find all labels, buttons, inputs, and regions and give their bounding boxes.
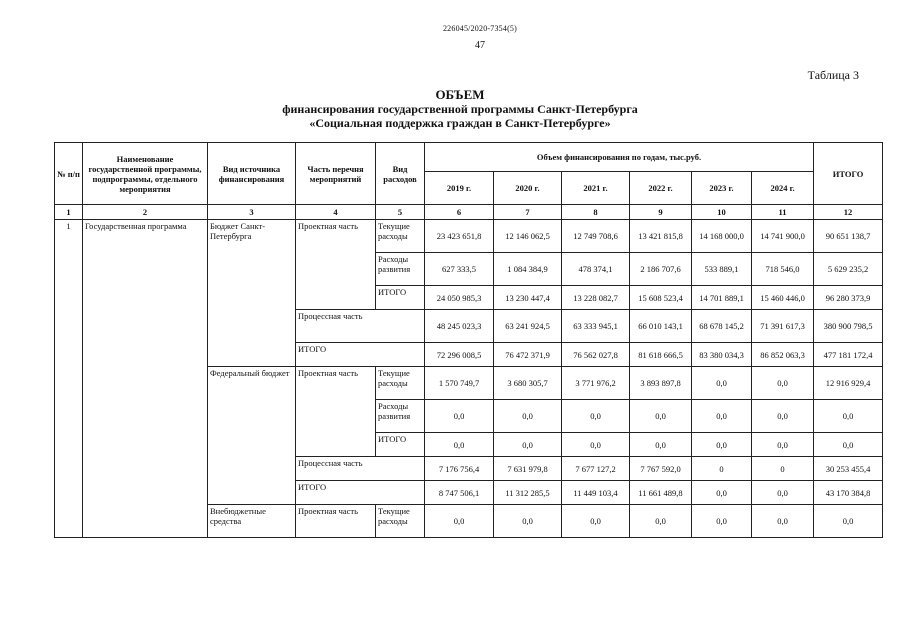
document-registration-number: 226045/2020-7354(5) [442,24,517,33]
table-label: Таблица 3 [807,68,859,82]
header-year: 2019 г. [425,172,494,205]
cell-value: 7 767 592,0 [630,457,692,481]
cell-value: 3 771 976,2 [562,367,630,400]
column-index: 12 [814,205,883,220]
header-expense: Вид расходов [376,143,425,205]
cell-total: 0,0 [814,400,883,433]
cell-value: 13 421 815,8 [630,220,692,253]
cell-value: 0,0 [752,505,814,538]
cell-value: 14 741 900,0 [752,220,814,253]
cell-value: 0,0 [425,433,494,457]
cell-value: 12 749 708,6 [562,220,630,253]
column-index: 4 [296,205,376,220]
cell-value: 63 333 945,1 [562,310,630,343]
cell-value: 71 391 617,3 [752,310,814,343]
header-year: 2020 г. [494,172,562,205]
expense-itogo: ИТОГО [376,286,425,310]
header-source: Вид источника финансирования [208,143,296,205]
cell-value: 0,0 [692,505,752,538]
cell-value: 15 608 523,4 [630,286,692,310]
cell-value: 0,0 [425,505,494,538]
part-itogo: ИТОГО [296,343,425,367]
cell-value: 0,0 [630,433,692,457]
cell-value: 48 245 023,3 [425,310,494,343]
page-number: 47 [475,40,485,51]
header-year: 2024 г. [752,172,814,205]
cell-value: 23 423 651,8 [425,220,494,253]
financing-table [54,142,883,538]
cell-value: 14 701 889,1 [692,286,752,310]
cell-value: 627 333,5 [425,253,494,286]
cell-total: 0,0 [814,433,883,457]
cell-value: 11 312 285,5 [494,481,562,505]
expense-development: Расходы развития [376,400,425,433]
part-itogo: ИТОГО [296,481,425,505]
cell-value: 7 176 756,4 [425,457,494,481]
cell-value: 68 678 145,2 [692,310,752,343]
header-year: 2023 г. [692,172,752,205]
title-line-3: «Социальная поддержка граждан в Санкт-Петербурге» [309,116,611,130]
cell-value: 0,0 [562,433,630,457]
cell-total: 96 280 373,9 [814,286,883,310]
cell-value: 0,0 [752,367,814,400]
cell-value: 0,0 [692,400,752,433]
cell-value: 13 230 447,4 [494,286,562,310]
cell-value: 1 084 384,9 [494,253,562,286]
cell-value: 0,0 [630,400,692,433]
column-index: 6 [425,205,494,220]
header-volume: Объем финансирования по годам, тыс.руб. [425,143,814,172]
cell-value: 0,0 [494,505,562,538]
column-index: 10 [692,205,752,220]
column-index: 8 [562,205,630,220]
cell-value: 8 747 506,1 [425,481,494,505]
cell-value: 24 050 985,3 [425,286,494,310]
cell-total: 90 651 138,7 [814,220,883,253]
cell-value: 0,0 [752,433,814,457]
cell-value: 13 228 082,7 [562,286,630,310]
cell-value: 0,0 [752,481,814,505]
column-index: 1 [55,205,83,220]
cell-value: 0,0 [630,505,692,538]
cell-value: 718 546,0 [752,253,814,286]
title-block [180,88,740,130]
cell-total: 0,0 [814,505,883,538]
cell-value: 14 168 000,0 [692,220,752,253]
header-part: Часть перечня мероприятий [296,143,376,205]
expense-current: Текущие расходы [376,505,425,538]
cell-total: 477 181 172,4 [814,343,883,367]
part-process: Процессная часть [296,457,425,481]
column-index: 3 [208,205,296,220]
source-extra-budget: Внебюджетные средства [208,505,296,538]
cell-value: 81 618 666,5 [630,343,692,367]
part-project: Проектная часть [296,367,376,457]
cell-value: 76 472 371,9 [494,343,562,367]
source-budget-spb: Бюджет Санкт-Петербурга [208,220,296,367]
cell-value: 0,0 [692,367,752,400]
part-project: Проектная часть [296,220,376,310]
cell-value: 11 661 489,8 [630,481,692,505]
cell-value: 11 449 103,4 [562,481,630,505]
cell-value: 0,0 [692,481,752,505]
part-process: Процессная часть [296,310,425,343]
title-line-2: финансирования государственной программы Санкт-Петербурга [282,102,638,116]
expense-current: Текущие расходы [376,367,425,400]
cell-value: 0 [752,457,814,481]
cell-value: 0,0 [425,400,494,433]
cell-value: 0,0 [562,400,630,433]
cell-value: 63 241 924,5 [494,310,562,343]
cell-value: 0,0 [692,433,752,457]
cell-value: 12 146 062,5 [494,220,562,253]
header-name: Наименование государственной программы, подпрограммы, отдельного мероприятия [83,143,208,205]
expense-development: Расходы развития [376,253,425,286]
header-year: 2022 г. [630,172,692,205]
cell-value: 0,0 [752,400,814,433]
column-index: 9 [630,205,692,220]
cell-total: 5 629 235,2 [814,253,883,286]
cell-value: 0 [692,457,752,481]
cell-value: 2 186 707,6 [630,253,692,286]
source-federal: Федеральный бюджет [208,367,296,505]
cell-value: 7 631 979,8 [494,457,562,481]
cell-value: 0,0 [494,400,562,433]
part-project: Проектная часть [296,505,376,538]
expense-current: Текущие расходы [376,220,425,253]
cell-value: 478 374,1 [562,253,630,286]
cell-value: 0,0 [562,505,630,538]
column-index: 2 [83,205,208,220]
table-row [55,220,883,253]
cell-value: 533 889,1 [692,253,752,286]
cell-value: 76 562 027,8 [562,343,630,367]
program-name: Государственная программа [83,220,208,538]
cell-value: 0,0 [494,433,562,457]
cell-value: 83 380 034,3 [692,343,752,367]
column-index: 5 [376,205,425,220]
cell-total: 43 170 384,8 [814,481,883,505]
column-index: 11 [752,205,814,220]
cell-value: 66 010 143,1 [630,310,692,343]
title-line-1: ОБЪЕМ [435,87,485,102]
cell-value: 15 460 446,0 [752,286,814,310]
cell-total: 12 916 929,4 [814,367,883,400]
header-num: № п/п [55,143,83,205]
cell-value: 72 296 008,5 [425,343,494,367]
cell-value: 3 893 897,8 [630,367,692,400]
cell-value: 1 570 749,7 [425,367,494,400]
cell-total: 30 253 455,4 [814,457,883,481]
row-number: 1 [55,220,83,538]
cell-total: 380 900 798,5 [814,310,883,343]
expense-itogo: ИТОГО [376,433,425,457]
cell-value: 7 677 127,2 [562,457,630,481]
cell-value: 86 852 063,3 [752,343,814,367]
header-total: ИТОГО [814,143,883,205]
header-year: 2021 г. [562,172,630,205]
cell-value: 3 680 305,7 [494,367,562,400]
column-index: 7 [494,205,562,220]
